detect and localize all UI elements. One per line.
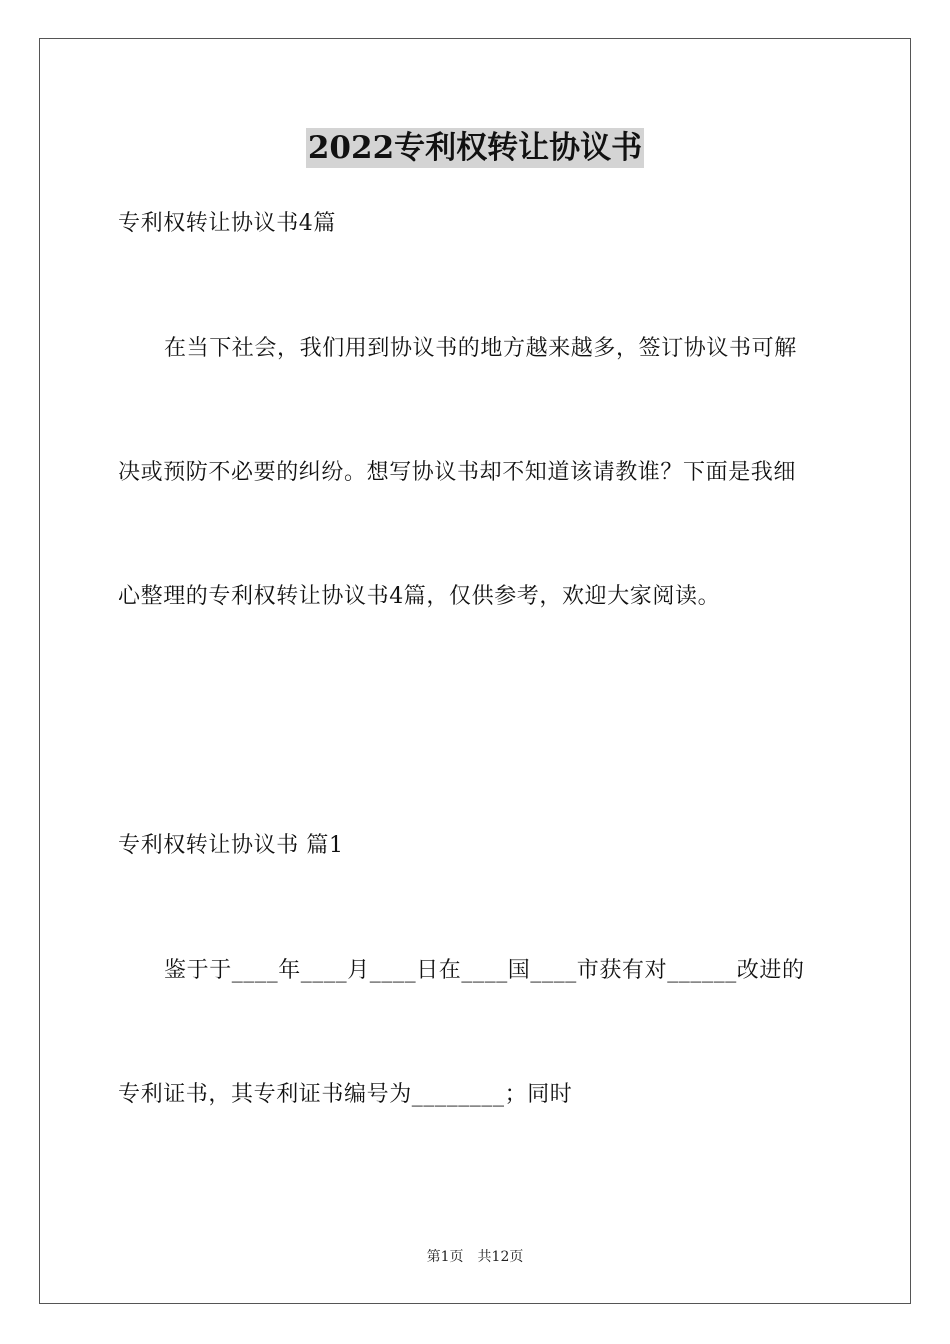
document-subtitle: 专利权转让协议书4篇: [118, 211, 336, 236]
section-paragraph-line-2: 专利证书，其专利证书编号为________；同时: [118, 1082, 573, 1107]
section-heading: 专利权转让协议书 篇1: [118, 833, 344, 858]
title-container: [0, 128, 950, 168]
section-paragraph-line-1: 鉴于于____年____月____日在____国____市获有对______改进的: [164, 958, 805, 983]
document-title: 2022专利权转让协议书: [307, 130, 643, 166]
page-footer: [0, 1248, 950, 1266]
intro-paragraph-line-3: 心整理的专利权转让协议书4篇，仅供参考，欢迎大家阅读。: [118, 584, 721, 609]
page-total: 共12页: [477, 1249, 524, 1265]
intro-paragraph-line-2: 决或预防不必要的纠纷。想写协议书却不知道该请教谁？下面是我细: [118, 460, 797, 485]
page-number: 第1页: [426, 1249, 464, 1265]
intro-paragraph-line-1: 在当下社会，我们用到协议书的地方越来越多，签订协议书可解: [164, 336, 797, 361]
